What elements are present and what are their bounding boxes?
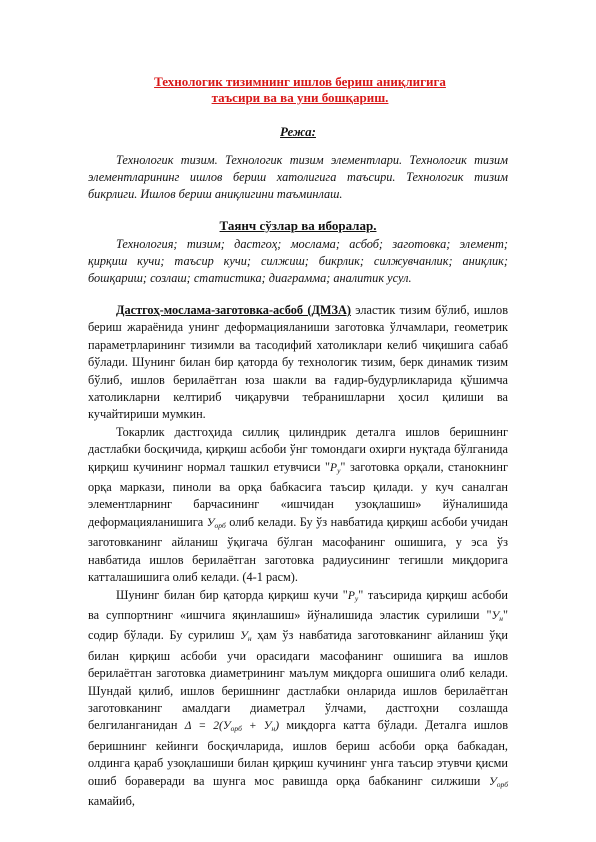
symbol-u-n: $У_н$ — [491, 609, 503, 623]
title-line-2: таъсири ва ва уни бошқариш. — [211, 90, 389, 105]
page-title — [110, 74, 490, 106]
plan-text-content: Технологик тизим. Технологик тизим элементлари. Технологик тизим элементларининг ишлов бериш хатолигига таъсири. Технологик тизим бикрлиги. Ишлов бериш аниқлигини таъминлаш. — [88, 153, 508, 201]
p3-text-e: миқдорга катта бўлади. Деталга ишлов беришнинг кейинги босқичларида, ишлов бериш асбоби орқа бабкадан, олдинга қараб узоқлашиши билан қирқиш кучининг унга таъсир этувчи қисми ошиб боравeради ва шунга мос равишда орқа бабканинг силжиши — [88, 718, 509, 788]
main-body — [88, 302, 508, 810]
p3-text-f: камайиб, — [88, 793, 135, 808]
p3-text-a: Шунинг билан бир қаторда қирқиш кучи " — [116, 587, 348, 602]
symbol-u-orb: $У_{орб}$ — [488, 775, 508, 789]
p2-text-c: олиб келади. Бу ўз навбатида қирқиш асбоби учидан заготовканинг айланиш ўқигача бўлган масофанинг ошишига, у эса ўз навбатида ишлов берилаётган заготовка радиусининг тегишли миқдорига катталашишига олиб келади. (4-1 расм). — [88, 514, 508, 585]
paragraph-1-text: эластик тизим бўлиб, ишлов бериш жараёнида унинг деформацияланиши заготовка ўлчамлари, геометрик параметрларининг тизимли ва тасодифий хатоликлари келиб чиқишига сабаб бўлади. Шунинг билан бир қаторда бу технологик тизим, берк динамик тизим бўлиб, ишлов берилаётган юза шакли ва ғадир-будурликларида қўшимча хатоликларни келтириб чиқарувчи тебранишларни ҳосил қилиши ва кучайтириши мумкин. — [88, 303, 509, 422]
keywords-content: Технология; тизим; дастгоҳ; мослама; асбоб; заготовка; элемент; қирқиш кучи; таъсир кучи; силжиш; бикрлик; силжувчанлик; аниқлик; бошқариш; созлаш; статистика; диаграмма; аналитик усул. — [88, 237, 508, 285]
title-line-1: Технологик тизимнинг ишлов бериш аниқлигига — [154, 74, 446, 89]
plan-text — [88, 152, 508, 203]
plan-heading: Режа: — [280, 124, 316, 139]
p2-text-a: Токарлик дастгоҳида силлиқ цилиндрик деталга ишлов беришнинг дастлабки босқичида, қирқиш асбоби ўнг томондаги охирги нуқтада бўлганида қирқиш кучининг нормал ташкил етувчиси " — [88, 424, 508, 474]
p3-text-b: " таъсирида қирқиш асбоби ва суппортнинг «ишчига яқинлашиш» йўналишида эластик сурилиши " — [88, 587, 509, 622]
keywords-heading: Таянч сўзлар ва иборалар. — [219, 218, 377, 233]
symbol-u-n: $У_н$ — [240, 630, 252, 644]
term-dmza: Дастгоҳ-мослама-заготовка-асбоб (ДМЗА) — [116, 303, 352, 317]
paragraph-1 — [88, 302, 508, 424]
symbol-py: $P_y$ — [330, 461, 341, 475]
formula-delta: $\Delta = 2(У_{орб} + У_н)$ — [184, 720, 280, 734]
p3-text-d: ҳам ўз навбатида заготовканинг айланиш ўқи билан қирқиш асбоби учи орасидаги масофанинг ошишига ва ишлов берилаётган заготовка диаметрининг маълум миқдорга ошишига олиб келади. Шундай қилиб, ишлов беришнинг дастлабки онларида ишлов берилаётган заготовканинг амалдаги диаметрал ўлчами, дастгоҳни созлашда белгиланганидан — [88, 628, 508, 733]
symbol-py: $P_y$ — [347, 589, 359, 603]
paragraph-3 — [88, 587, 508, 811]
paragraph-2 — [88, 424, 508, 587]
p3-text-c: " содир бўлади. Бу сурилиш — [88, 607, 508, 643]
keywords-text — [88, 236, 508, 287]
symbol-u-orb: $У_{орб}$ — [206, 516, 226, 530]
p2-text-b: " заготовка орқали, станокнинг орқа маркази, пиноли ва орқа бабкасига таъсир қилади. у куч саналган элементларнинг барчасининг «ишчидан узоқлашиш» йўналишида деформацияланишига — [88, 459, 508, 529]
